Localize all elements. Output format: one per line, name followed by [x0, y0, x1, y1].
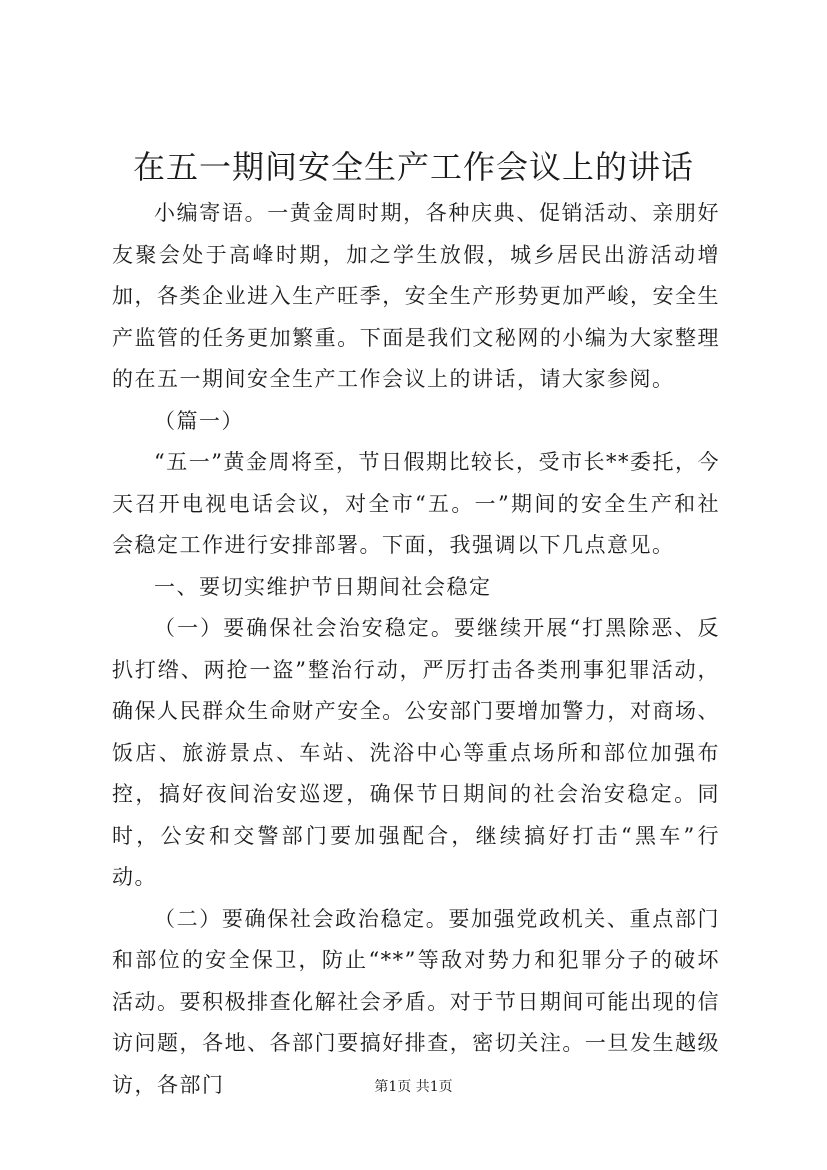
- document-title: 在五一期间安全生产工作会议上的讲话: [132, 148, 694, 186]
- heading-section-one: 一、要切实维护节日期间社会稳定: [154, 574, 492, 599]
- page-footer: 第1页 共1页: [374, 1079, 453, 1095]
- paragraph-point-one: （一）要确保社会治安稳定。要继续开展“打黑除恶、反扒打绺、两抢一盗”整治行动，严厉打击各类刑事犯罪活动，确保人民群众生命财产安全。公安部门要增加警力，对商场、饭店、旅游景点、车站、洗浴中心等重点场所和部位加强布控，搞好夜间治安巡逻，确保节日期间的社会治安稳定。同时，公安和交警部门要加强配合，继续搞好打击“黑车”行动。: [112, 616, 720, 889]
- paragraph-opening: “五一”黄金周将至，节日假期比较长，受市长**委托，今天召开电视电话会议，对全市“五。一”期间的安全生产和社会稳定工作进行安排部署。下面，我强调以下几点意见。: [112, 450, 720, 557]
- paragraph-point-two: （二）要确保社会政治稳定。要加强党政机关、重点部门和部位的安全保卫，防止“**”等敌对势力和犯罪分子的破坏活动。要积极排查化解社会矛盾。对于节日期间可能出现的信访问题，各地、各部门要搞好排查，密切关注。一旦发生越级访，各部门: [112, 906, 720, 1097]
- paragraph-section-label: （篇一）: [154, 408, 244, 433]
- paragraph-intro: 小编寄语。一黄金周时期，各种庆典、促销活动、亲朋好友聚会处于高峰时期，加之学生放假，城乡居民出游活动增加，各类企业进入生产旺季，安全生产形势更加严峻，安全生产监管的任务更加繁重。下面是我们文秘网的小编为大家整理的在五一期间安全生产工作会议上的讲话，请大家参阅。: [112, 201, 720, 391]
- document-body: [112, 193, 720, 1106]
